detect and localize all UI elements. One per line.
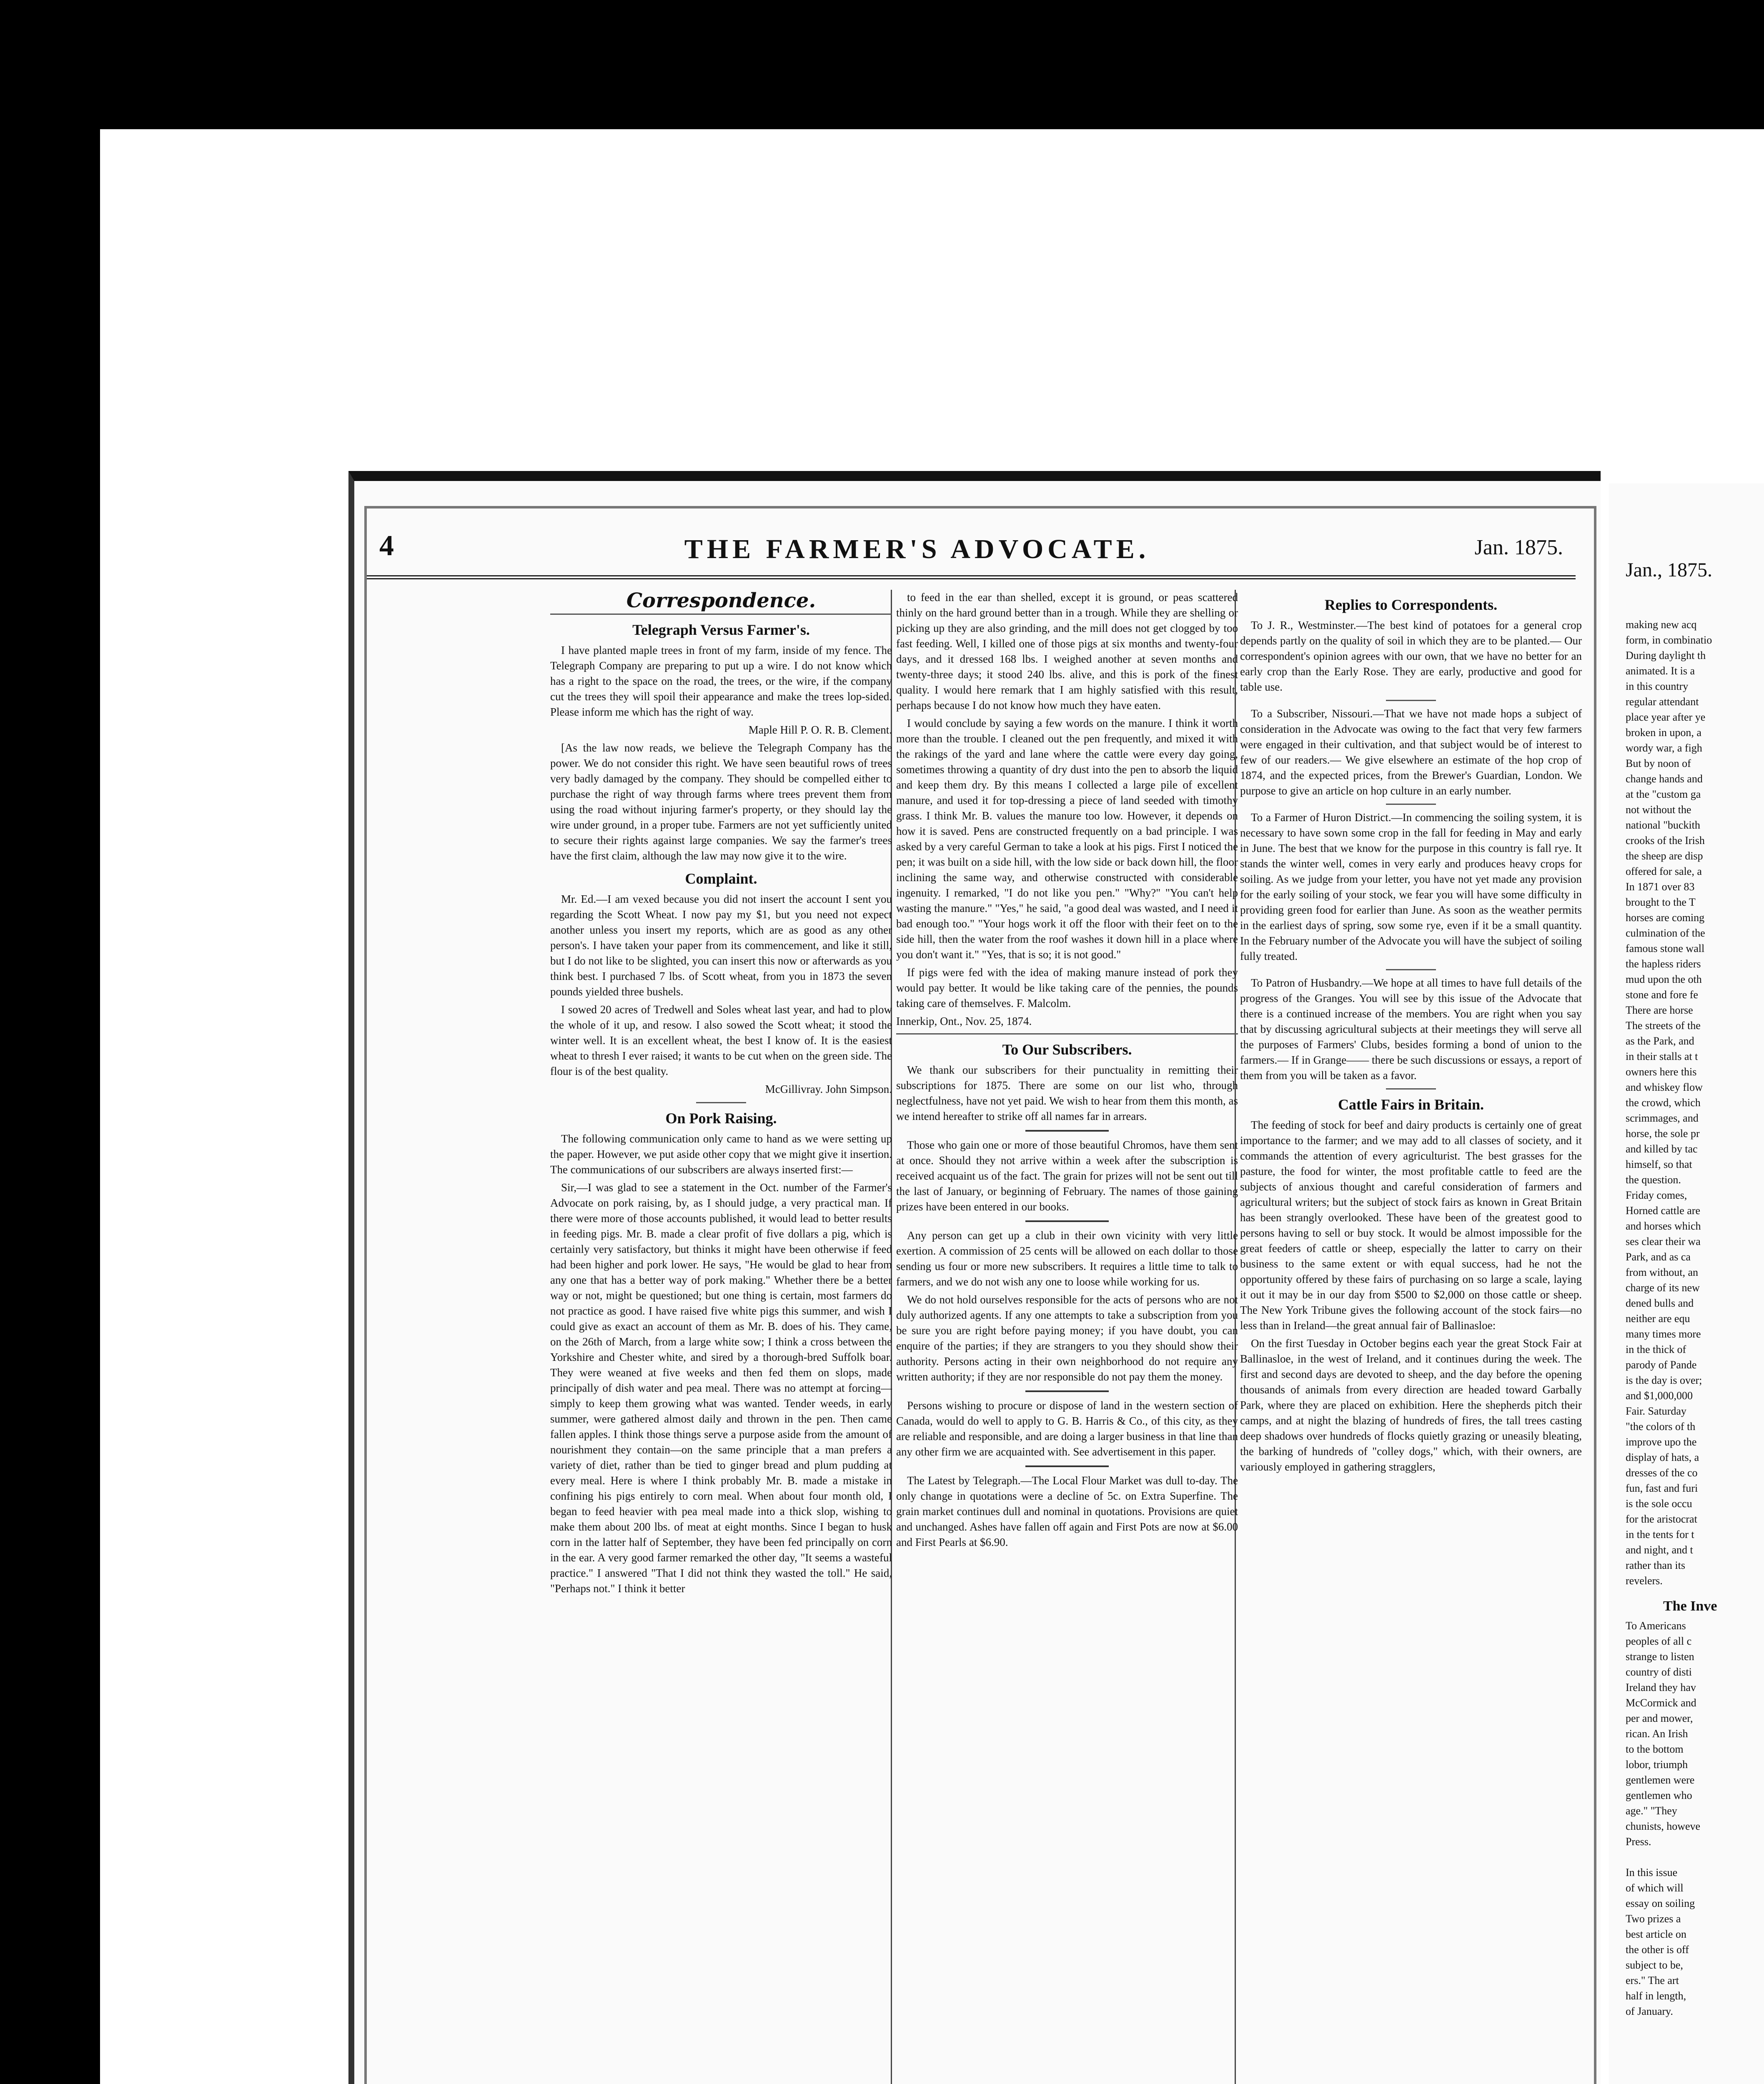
next-page-line: animated. It is a bbox=[1626, 665, 1695, 677]
next-page-line: rican. An Irish bbox=[1626, 1728, 1688, 1740]
next-page-line: In this issue bbox=[1626, 1866, 1678, 1879]
article-paragraph: I have planted maple trees in front of my farm, inside of my fence. The Telegraph Company are preparing to put up a wire. I do not know which has a right to the space on the road, the trees, or the wire, if the company cut the trees they will spoil their appearance and make the trees lop-sided. Please inform me which has the right of way. bbox=[550, 644, 892, 718]
next-page-line: from without, an bbox=[1626, 1266, 1699, 1278]
next-page-line: to the bottom bbox=[1626, 1743, 1684, 1755]
divider bbox=[1386, 969, 1436, 970]
next-page-line: display of hats, a bbox=[1626, 1451, 1699, 1463]
next-page-line: In 1871 over 83 bbox=[1626, 881, 1695, 893]
article-paragraph: Mr. Ed.—I am vexed because you did not insert the account I sent you regarding the Scott Wheat. I now pay my $1, but you need not expect another unless you insert my reports, which are as good as any other person's. I have taken your paper from its commencement, and like it still, but I do not like to be slighted, you can insert this now or afterwards as you think best. I purchased 7 lbs. of Scott wheat, from you in 1873 the seven pounds yielded three bushels. bbox=[550, 893, 892, 998]
next-page-line: the hapless riders bbox=[1626, 958, 1701, 970]
next-page-line: Ireland they hav bbox=[1626, 1681, 1696, 1693]
article-paragraph: The feeding of stock for beef and dairy products is certainly one of great importance to the farmer; and we may add to all classes of society, and it commands the attention of every agriculturist. The best grasses for the pasture, the food for winter, the most profitable cattle to feed are the subjects of anxious thought and careful consideration of farmers and agricultural writers; but the subject of stock fairs as known in Great Britain has been strangly overlooked. These have been of the greatest good to persons having to sell or buy stock. It would be almost impossible for the great feeders of cattle or sheep, especially the latter to carry on their business to the same extent or with equal success, had he not the opportunity offered by these fairs of purchasing on so large a scale, laying it out it may be in our day from $500 to $2,000 on those cattle or sheep. The New York Tribune gives the following account of the stock fairs—no less than in Ireland—the great annual fair of Ballinasloe: bbox=[1240, 1119, 1582, 1332]
next-page-line: not without the bbox=[1626, 804, 1691, 816]
divider bbox=[1386, 804, 1436, 805]
next-page-line: owners here this bbox=[1626, 1066, 1697, 1078]
next-page-line: horse, the sole pr bbox=[1626, 1127, 1700, 1140]
next-page-line: and horses which bbox=[1626, 1220, 1701, 1232]
next-page-line: making new acq bbox=[1626, 619, 1697, 631]
next-page-line: parody of Pande bbox=[1626, 1359, 1697, 1371]
article-paragraph: I would conclude by saying a few words on the manure. I think it worth more than the trouble. I cleaned out the pen frequently, and mixed it with the rakings of the yard and lane where the cattle were every day going, sometimes throwing a quantity of dry dust into the pen to absorb the liquid and keep them dry. By this means I collected a large pile of excellent manure, and used it for top-dressing a piece of land seeded with timothy grass. I think Mr. B. values the manure too low. However, it depends on how it is saved. Pens are constructed frequently on a bad principle. I was asked by a very careful German to take a look at his pigs. First I noticed the pen; it was built on a side hill, with the low side or back down hill, the floor inclining the same way, and otherwise constructed with considerable ingenuity. I remarked, "I do not like you pen." "Why?" "You can't help wasting the manure." "Yes," he said, "a good deal was wasted, and I need it bad enough too." "Your hogs work it off the floor with their feet on to the side hill, then the water from the roof washes it down hill in a place where you don't want it." "Yes, that is so; it is not good." bbox=[896, 717, 1238, 961]
article-title: Complaint. bbox=[685, 870, 757, 887]
article-title: On Pork Raising. bbox=[665, 1110, 777, 1127]
next-page-line: strange to listen bbox=[1626, 1651, 1694, 1663]
next-page-line: in this country bbox=[1626, 680, 1689, 692]
scan-left-border bbox=[0, 0, 100, 2084]
next-page-line: of January. bbox=[1626, 2005, 1673, 2017]
next-page-line: half in length, bbox=[1626, 1990, 1686, 2002]
next-page-line: rather than its bbox=[1626, 1559, 1685, 1571]
next-page-line: regular attendant bbox=[1626, 696, 1699, 708]
page-number: 4 bbox=[379, 530, 394, 562]
next-page-line: the question. bbox=[1626, 1174, 1681, 1186]
divider bbox=[550, 614, 892, 615]
next-page-line: chunists, howeve bbox=[1626, 1820, 1701, 1832]
next-page-line: in the tents for t bbox=[1626, 1528, 1694, 1540]
next-page-line: place year after ye bbox=[1626, 711, 1706, 723]
next-page-line: at the "custom ga bbox=[1626, 788, 1701, 800]
next-page-line: best article on bbox=[1626, 1928, 1686, 1940]
next-page-strip bbox=[1609, 483, 1764, 2084]
article-title: To Our Subscribers. bbox=[1002, 1041, 1132, 1058]
next-page-line: and killed by tac bbox=[1626, 1143, 1698, 1155]
next-page-line: fun, fast and furi bbox=[1626, 1482, 1698, 1494]
article-paragraph: Persons wishing to procure or dispose of land in the western section of Canada, would do well to apply to G. B. Harris & Co., of this city, as they are reliable and responsible, and are doing a larger business in that line than any other firm we are acquainted with. See advertisement in this paper. bbox=[896, 1399, 1238, 1458]
next-page-line: gentlemen who bbox=[1626, 1789, 1692, 1801]
next-page-line: national "buckith bbox=[1626, 819, 1700, 831]
next-page-line: brought to the T bbox=[1626, 896, 1696, 908]
next-page-line: Park, and as ca bbox=[1626, 1251, 1691, 1263]
next-page-line: himself, so that bbox=[1626, 1158, 1692, 1170]
next-page-line: country of disti bbox=[1626, 1666, 1692, 1678]
article-paragraph: On the first Tuesday in October begins each year the great Stock Fair at Ballinasloe, in the west of Ireland, and it continues during the week. The first and second days are devoted to sheep, and the day before the opening thousands of animals from every direction are headed toward Garbally Park, where they are placed on exhibition. Here the shepherds pitch their camps, and at night the blazing of hundreds of fires, the tall trees casting deep shadows over hundreds of flocks quietly grazing or uneasily bleating, the barking of hundreds of "colley dogs," which, with their owners, are variously employed in gathering stragglers, bbox=[1240, 1337, 1582, 1473]
next-page-line: stone and fore fe bbox=[1626, 989, 1698, 1001]
next-page-line: the sheep are disp bbox=[1626, 850, 1703, 862]
next-page-line: Horned cattle are bbox=[1626, 1205, 1701, 1217]
next-page-line: ses clear their wa bbox=[1626, 1235, 1701, 1247]
divider bbox=[1386, 1088, 1436, 1090]
next-page-line: peoples of all c bbox=[1626, 1635, 1692, 1647]
next-page-line: neither are equ bbox=[1626, 1313, 1690, 1325]
next-page-line: ers." The art bbox=[1626, 1974, 1679, 1986]
next-page-line: change hands and bbox=[1626, 773, 1703, 785]
next-page-line: gentlemen were bbox=[1626, 1774, 1695, 1786]
next-page-line: horses are coming bbox=[1626, 912, 1705, 924]
article-signature: McGillivray. John Simpson. bbox=[765, 1083, 892, 1095]
next-page-line: During daylight th bbox=[1626, 649, 1706, 661]
next-page-line: form, in combinatio bbox=[1626, 634, 1712, 646]
next-page-line: Fair. Saturday bbox=[1626, 1405, 1686, 1417]
next-page-line: dened bulls and bbox=[1626, 1297, 1694, 1309]
issue-date: Jan. 1875. bbox=[1474, 536, 1563, 559]
article-signature: Maple Hill P. O. R. B. Clement. bbox=[748, 724, 892, 736]
article-paragraph: To a Farmer of Huron District.—In commencing the soiling system, it is necessary to have sown some crop in the fall for feeding in May and early in June. The best that we know for the purpose in this country is fall rye. It stands the winter well, comes in very early and produces heavy crops for soiling. As we judge from your letter, you have not yet made any provision for the early soiling of your stock, we fear you will have some difficulty in providing green food for earlier than June. As soon as the weather permits in the earliest days of spring, sow some rye, even if it be a small quantity. In the February number of the Advocate you will have the subject of soiling fully treated. bbox=[1240, 811, 1582, 962]
article-paragraph: We do not hold ourselves responsible for the acts of persons who are not duly authorized agents. If any one attempts to take a subscription from you be sure you are right before paying money; if you have doubt, you can enquire of the parties; if they are strangers to you they should show their authority. Persons acting in their own neighborhood do not require any written authority; if they are nor responsible do not pay them the money. bbox=[896, 1293, 1238, 1383]
next-page-line: famous stone wall bbox=[1626, 942, 1705, 954]
next-page-line: and $1,000,000 bbox=[1626, 1390, 1693, 1402]
column-replies bbox=[1240, 590, 1582, 1477]
next-page-line: broken in upon, a bbox=[1626, 726, 1701, 739]
next-page-line: dresses of the co bbox=[1626, 1467, 1698, 1479]
next-page-line: But by noon of bbox=[1626, 757, 1691, 769]
next-page-line: is the sole occu bbox=[1626, 1498, 1692, 1510]
next-page-line: "the colors of th bbox=[1626, 1420, 1696, 1433]
next-page-line: wordy war, a figh bbox=[1626, 742, 1702, 754]
next-page-line: essay on soiling bbox=[1626, 1897, 1695, 1909]
article-paragraph: To J. R., Westminster.—The best kind of potatoes for a general crop depends partly on the quality of soil in which they are to be planted.— Our correspondent's opinion agrees with our own, that we have no better for an early crop than the Early Rose. They are early, productive and good for table use. bbox=[1240, 619, 1582, 693]
article-paragraph: If pigs were fed with the idea of making manure instead of pork they would pay better. It would be like taking care of the pennies, the pounds taking care of themselves. F. Malcolm. bbox=[896, 966, 1238, 1009]
next-page-line: lobor, triumph bbox=[1626, 1758, 1688, 1771]
next-page-line: many times more bbox=[1626, 1328, 1701, 1340]
article-title: Telegraph Versus Farmer's. bbox=[632, 621, 810, 638]
next-page-line: revelers. bbox=[1626, 1575, 1663, 1587]
next-page-text bbox=[1626, 617, 1764, 2019]
next-page-line: for the aristocrat bbox=[1626, 1513, 1697, 1525]
divider bbox=[896, 1033, 1238, 1034]
next-page-line: the crowd, which bbox=[1626, 1097, 1701, 1109]
next-page-line: offered for sale, a bbox=[1626, 865, 1702, 877]
next-page-line: charge of its new bbox=[1626, 1282, 1700, 1294]
next-page-line: Friday comes, bbox=[1626, 1189, 1687, 1201]
ornament-divider bbox=[1025, 1220, 1109, 1222]
next-page-line: per and mower, bbox=[1626, 1712, 1693, 1724]
ornament-divider bbox=[1025, 1390, 1109, 1392]
divider bbox=[696, 1102, 746, 1103]
next-page-line: and whiskey flow bbox=[1626, 1081, 1703, 1093]
article-paragraph: To Patron of Husbandry.—We hope at all times to have full details of the progress of the Granges. You will see by this issue of the Advocate that there is a continued increase of the members. You are right when you say that by discussing agricultural subjects at their meetings they will serve all the purposes of Farmers' Clubs, besides forming a bond of union to the farmers.— If in Grange—— there be such discussions or essays, a report of them from you will be taken as a favor. bbox=[1240, 977, 1582, 1082]
next-page-line: There are horse bbox=[1626, 1004, 1693, 1016]
next-page-line: McCormick and bbox=[1626, 1697, 1696, 1709]
article-paragraph: The following communication only came to hand as we were setting up the paper. However, we put aside other copy that we might give it insertion. The communications of our subscribers are always inserted first:— bbox=[550, 1132, 892, 1176]
next-page-line: Press. bbox=[1626, 1836, 1651, 1848]
next-page-line: age." "They bbox=[1626, 1805, 1677, 1817]
next-page-line: is the day is over; bbox=[1626, 1374, 1702, 1386]
article-paragraph: I sowed 20 acres of Tredwell and Soles wheat last year, and had to plow the whole of it up, and resow. I also sowed the Scott wheat; it stood the winter well. It is an excellent wheat, the best I know of. It is the easiest wheat to thresh I ever raised; it wants to be cut when on the green side. The flour is of the best quality. bbox=[550, 1003, 892, 1077]
article-paragraph: Any person can get up a club in their own vicinity with very little exertion. A commission of 25 cents will be allowed on each dollar to those sending us four or more new subscribers. It requires a little time to talk to farmers, and we do not wish any one to loose while working for us. bbox=[896, 1229, 1238, 1288]
article-paragraph: to feed in the ear than shelled, except it is ground, or peas scattered thinly on the hard ground better than in a trough. While they are shelling or picking up they are also grinding, and the mill does not get clogged by too fast feeding. Well, I killed one of those pigs at six months and twenty-four days, and it dressed 168 lbs. I weighed another at seven months and twenty-three days; it stood 240 lbs. alive, and this is pork of the finest quality. I would here remark that I am highly satisfied with this result, perhaps because I do not know how much they have eaten. bbox=[896, 591, 1238, 711]
ornament-divider bbox=[1025, 1130, 1109, 1132]
next-page-line: mud upon the oth bbox=[1626, 973, 1702, 985]
next-page-line: scrimmages, and bbox=[1626, 1112, 1699, 1124]
article-title: Replies to Correspondents. bbox=[1324, 596, 1498, 613]
article-paragraph: The Latest by Telegraph.—The Local Flour Market was dull to-day. The only change in quotations were a decline of 5c. on Extra Superfine. The grain market continues dull and nominal in quotations. Provisions are quiet and unchanged. Ashes have fallen off again and First Pots are now at $6.00 and First Pearls at $6.90. bbox=[896, 1474, 1238, 1548]
divider bbox=[1386, 700, 1436, 701]
next-page-line: improve upo the bbox=[1626, 1436, 1697, 1448]
next-page-line: The streets of the bbox=[1626, 1019, 1701, 1032]
column-correspondence bbox=[550, 590, 892, 1599]
ornament-divider bbox=[1025, 1465, 1109, 1467]
article-paragraph: [As the law now reads, we believe the Telegraph Company has the power. We do not consider this right. We have seen beautiful rows of trees very badly damaged by the company. They should be compelled either to purchase the right of way through farms where trees prevent them from using the road without injuring farmer's property, or they should lay the wire under ground, in a proper tube. Farmers are not yet sufficiently united to secure their rights against large companies. We say the farmer's trees have the first claim, although the law may now give it to the wire. bbox=[550, 741, 892, 862]
article-paragraph: We thank our subscribers for their punctuality in remitting their subscriptions for 1875. There are some on our list who, through neglectfulness, have not yet paid. We wish to hear from them this month, as we intend hereafter to strike off all names far in arrears. bbox=[896, 1064, 1238, 1122]
next-page-line: To Americans bbox=[1626, 1620, 1686, 1632]
next-page-line: Two prizes a bbox=[1626, 1913, 1681, 1925]
page-header bbox=[367, 529, 1576, 579]
article-paragraph: Those who gain one or more of those beautiful Chromos, have them sent at once. Should they not arrive within a week after the subscription is received acquaint us of the fact. The grain for prizes will not be sent out till the last of January, or beginning of February. The names of those gaining prizes have been entered in our books. bbox=[896, 1139, 1238, 1213]
next-page-line: the other is off bbox=[1626, 1944, 1689, 1956]
column-middle bbox=[896, 590, 1238, 1553]
next-page-line bbox=[1626, 1849, 1764, 1865]
article-paragraph: Sir,—I was glad to see a statement in the Oct. number of the Farmer's Advocate on pork raising, by, as I should judge, a very practical man. If there were more of those accounts published, it would lead to better results in feeding pigs. Mr. B. made a clear profit of five dollars a pig, which is certainly very satisfactory, but thinks it might have been otherwise if feed had been higher and pork lower. He says, "He would be glad to hear from any one that has a better way of pork making." Whether there be a better way or not, might be questioned; but one thing is certain, most farmers do not practice as good. I have raised five white pigs this summer, and wish I could give as exact an account of them as Mr. B. does of his. They came, on the 26th of March, from a large white sow; I think a cross between the Yorkshire and Chester white, and sired by a thorough-bred Suffolk boar. They were weaned at five weeks and then fed them on slops, made principally of dish water and pea meal. There was no attempt at forcing—simply to keep them growing what was wanted. Tender weeds, in early summer, were gathered almost daily and thrown in the pen. Then came fallen apples. I think those things serve a purpose aside from the amount of nourishment they contain—on the same principle that a man prefers a variety of diet, rather than be tied to ginger bread and plum pudding at every meal. Here is where I think probably Mr. B. made a mistake in confining his pigs entirely to corn meal. When about four month old, I began to feed heavier with pea meal made into a thick slop, wishing to make them about 200 lbs. of meat at eight months. Since I began to husk corn in the latter half of September, they have been fed principally on corn in the ear. A very good farmer remarked the other day, "It seems a wasteful practice." I answered "That I did not think they wasted the toll." He said, "Perhaps not." I think it better bbox=[550, 1181, 892, 1595]
next-page-line: subject to be, bbox=[1626, 1959, 1683, 1971]
masthead-title: THE FARMER'S ADVOCATE. bbox=[684, 534, 1150, 564]
article-signature: Innerkip, Ont., Nov. 25, 1874. bbox=[896, 1015, 1032, 1027]
next-page-line: in their stalls at t bbox=[1626, 1050, 1698, 1062]
article-paragraph: To a Subscriber, Nissouri.—That we have not made hops a subject of consideration in the Advocate was owing to the fact that very few farmers were engaged in their cultivation, and that subject would be of interest to few of our readers.— We give elsewhere an estimate of the hop crop of 1874, and the expected prices, from the Brewer's Guardian, London. We purpose to give an article on hop culture in an early number. bbox=[1240, 707, 1582, 797]
section-title: Correspondence. bbox=[626, 589, 816, 612]
next-page-line: crooks of the Irish bbox=[1626, 834, 1705, 847]
next-page-line: and night, and t bbox=[1626, 1544, 1693, 1556]
next-page-line: culmination of the bbox=[1626, 927, 1705, 939]
next-page-line: of which will bbox=[1626, 1882, 1684, 1894]
article-title: Cattle Fairs in Britain. bbox=[1338, 1096, 1484, 1113]
next-page-date: Jan., 1875. bbox=[1626, 559, 1712, 581]
next-page-line: in the thick of bbox=[1626, 1343, 1686, 1355]
next-page-line: as the Park, and bbox=[1626, 1035, 1694, 1047]
next-page-heading: The Inve bbox=[1663, 1598, 1717, 1614]
